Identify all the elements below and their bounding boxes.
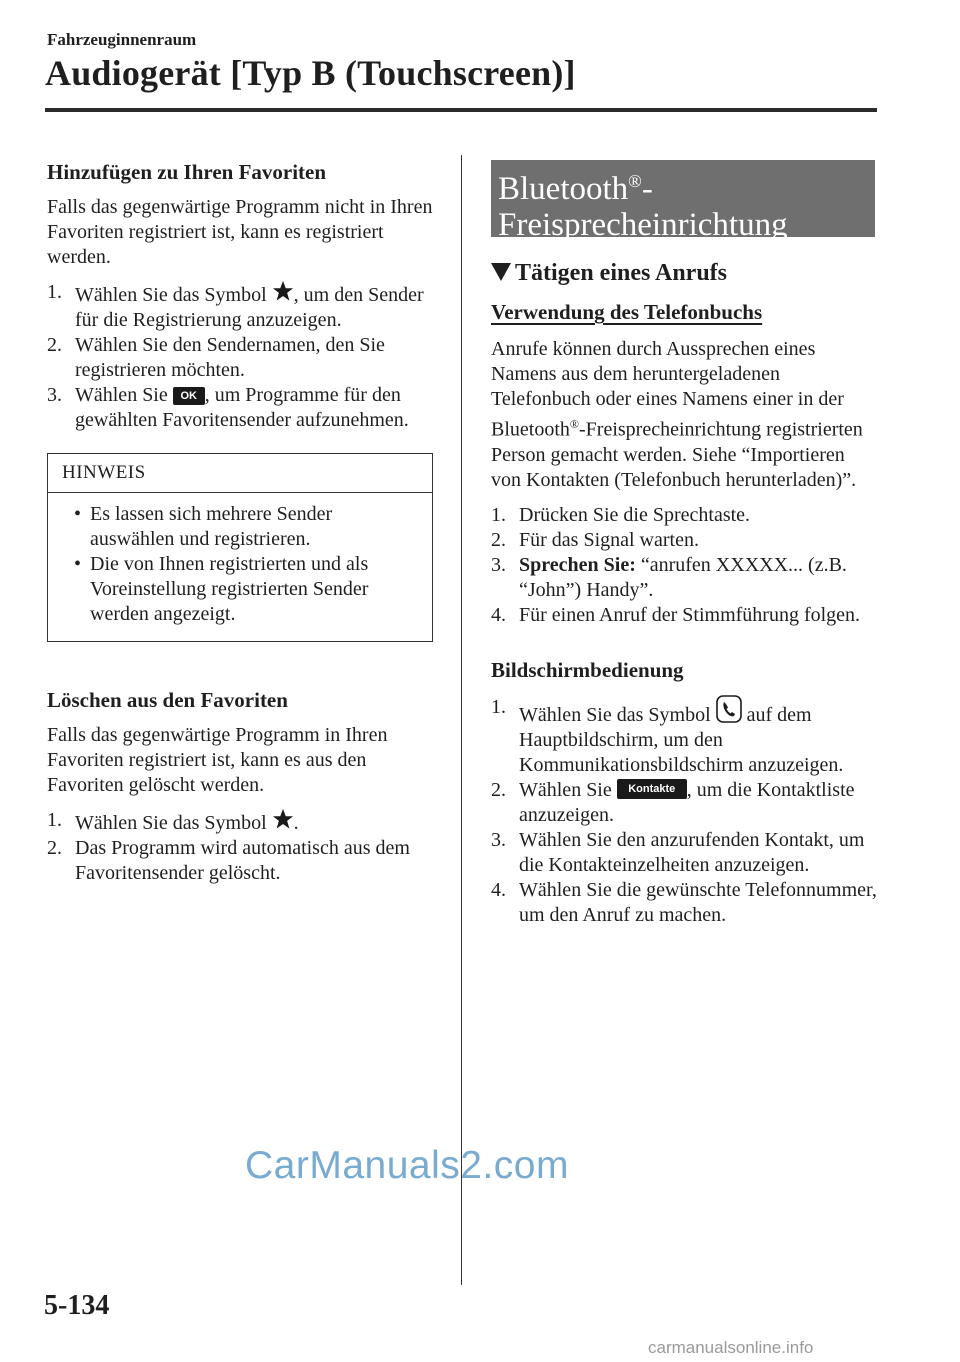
list-item: 1. Wählen Sie das Symbol , um den Sender für die Registrierung anzuzeigen. (47, 281, 424, 331)
list-item: 4. Für einen Anruf der Stimmführung folgen. (491, 603, 861, 626)
section-banner: Bluetooth®- Freisprecheinrichtung (491, 160, 875, 237)
screen-operation-steps (491, 695, 877, 928)
phonebook-intro: Anrufe können durch Aussprechen eines Namens aus dem heruntergeladenen Telefonbuch oder eines Namens einer in der Bluetooth®-Freisprecheinrichtung registrierten Person gemacht werden. Siehe “Importieren von Kontakten (Telefonbuch herunterladen)”. (491, 338, 863, 491)
list-item: 2. Für das Signal warten. (491, 528, 699, 551)
delete-favorites-intro: Falls das gegenwärtige Programm in Ihren Favoriten registriert ist, kann es aus den Favoriten gelöscht werden. (47, 724, 388, 796)
list-item: • Die von Ihnen registrierten und als Voreinstellung registrierten Sender werden angezeigt. (74, 553, 369, 625)
list-item: 3. Wählen Sie OK , um Programme für den gewählten Favoritensender aufzunehmen. (47, 384, 409, 431)
footer-site: carmanualsonline.info (648, 1338, 814, 1357)
list-item: 1. Wählen Sie das Symbol . (47, 809, 299, 834)
add-favorites-steps (47, 280, 433, 433)
note-title: HINWEIS (48, 454, 432, 493)
list-item: 1. Wählen Sie das Symbol auf dem Hauptbildschirm, um den Kommunikationsbildschirm anzuzeigen. (491, 695, 844, 776)
note-list (62, 502, 418, 627)
left-column (47, 160, 433, 886)
star-icon (272, 280, 294, 302)
section-heading: Tätigen eines Anrufs (491, 261, 877, 286)
communication-icon (716, 695, 742, 723)
delete-favorites-steps (47, 808, 433, 886)
page-number: 5-134 (44, 1290, 110, 1321)
list-item: 3. Sprechen Sie: “anrufen XXXXX... (z.B. “John”) Handy”. (491, 553, 847, 601)
screen-operation-heading: Bildschirmbedienung (491, 657, 684, 682)
phonebook-heading: Verwendung des Telefonbuchs (491, 300, 763, 324)
list-item: 2. Das Programm wird automatisch aus dem Favoritensender gelöscht. (47, 837, 410, 884)
star-icon (272, 808, 294, 830)
title-rule (45, 108, 877, 112)
delete-favorites-heading: Löschen aus den Favoriten (47, 688, 288, 712)
contacts-button-icon: Kontakte (617, 779, 687, 799)
add-favorites-heading: Hinzufügen zu Ihren Favoriten (47, 160, 327, 184)
phonebook-steps (491, 503, 877, 628)
list-item: 2. Wählen Sie Kontakte , um die Kontaktliste anzuzeigen. (491, 778, 855, 826)
triangle-marker-icon (491, 263, 511, 281)
list-item: 3. Wählen Sie den anzurufenden Kontakt, um die Kontakteinzelheiten anzuzeigen. (491, 828, 865, 876)
watermark: CarManuals2.com (245, 1144, 569, 1187)
page-title: Audiogerät [Typ B (Touchscreen)] (45, 53, 576, 93)
list-item: 2. Wählen Sie den Sendernamen, den Sie registrieren möchten. (47, 334, 385, 381)
column-divider (461, 155, 462, 1285)
ok-icon: OK (173, 387, 205, 405)
list-item: • Es lassen sich mehrere Sender auswählen und registrieren. (74, 503, 333, 550)
note-box (47, 453, 433, 642)
chapter-kicker: Fahrzeuginnenraum (47, 30, 197, 49)
list-item: 4. Wählen Sie die gewünschte Telefonnummer, um den Anruf zu machen. (491, 878, 877, 926)
right-column (491, 160, 877, 928)
list-item: 1. Drücken Sie die Sprechtaste. (491, 503, 751, 526)
add-favorites-intro: Falls das gegenwärtige Programm nicht in Ihren Favoriten registriert ist, kann es registriert werden. (47, 196, 433, 268)
